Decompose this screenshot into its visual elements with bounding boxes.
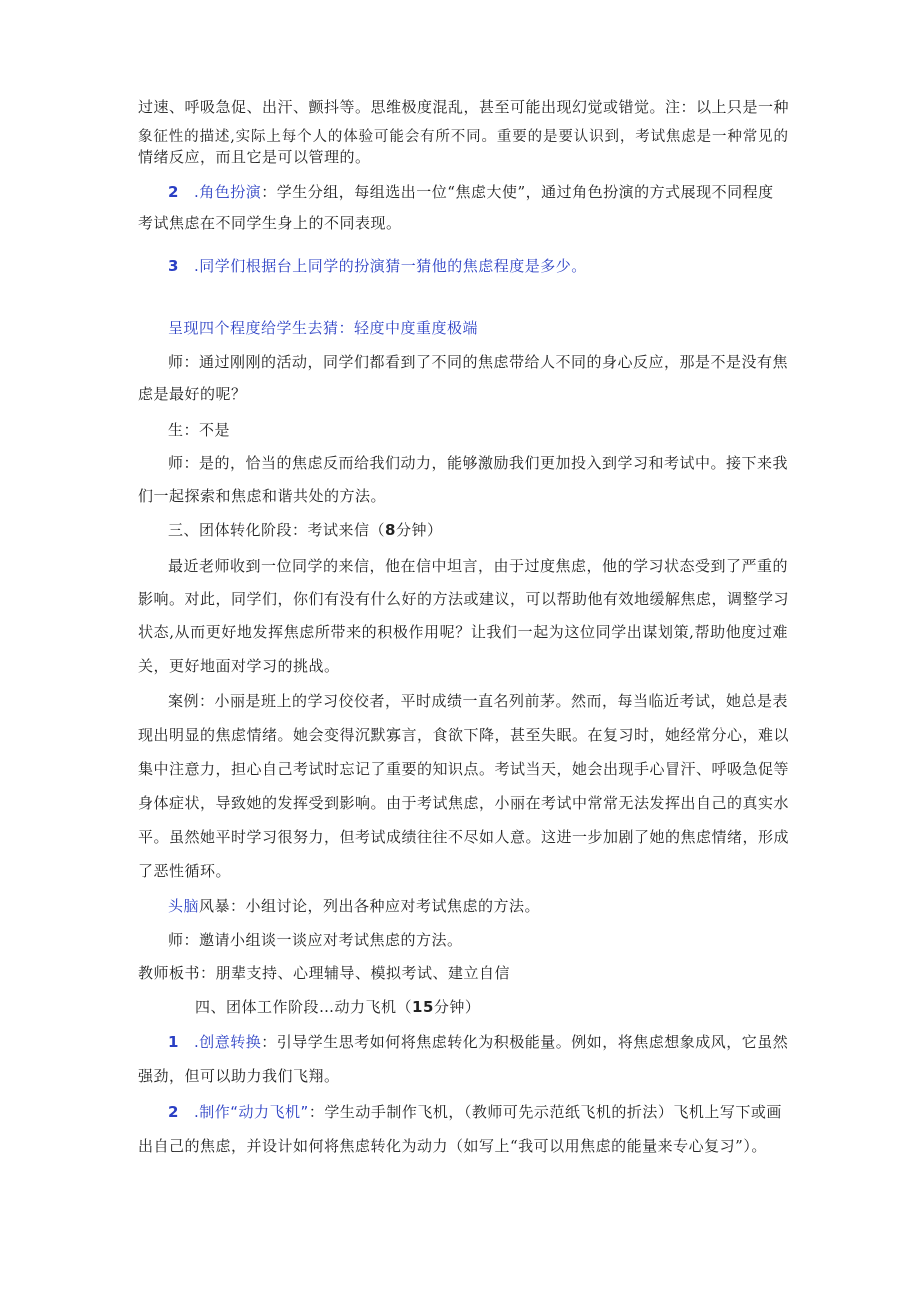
item-number: 2 [168,1103,179,1121]
item-text: ：学生分组，每组选出一位“焦虑大使”，通过角色扮演的方式展现不同程度 [261,183,774,201]
paragraph-line: 虑是最好的呢？ [138,385,247,403]
item-title: .角色扮演 [194,183,262,201]
brainstorm-text: ：小组讨论，列出各种应对考试焦虑的方法。 [230,897,541,915]
paragraph-line: 情绪反应，而且它是可以管理的。 [138,148,371,166]
brainstorm-label-a: 头脑 [168,897,200,915]
paragraph-line: 考试焦虑在不同学生身上的不同表现。 [138,214,402,232]
heading-title: 三、团体转化阶段：考试来信（ [168,521,386,539]
brainstorm-line [168,896,818,916]
paragraph-line: 过速、呼吸急促、出汗、颤抖等。思维极度混乱，甚至可能出现幻觉或错觉。注：以上只是一种 [138,98,790,116]
list-item-guess [168,256,788,276]
student-line: 生：不是 [168,421,231,439]
item-text: ：学生动手制作飞机，（教师可先示范纸飞机的折法）飞机上写下或画 [308,1103,782,1121]
heading-duration: 8 [385,521,396,539]
item-text: .同学们根据台上同学的扮演猜一猜他的焦虑程度是多少。 [194,257,587,275]
paragraph-line: 身体症状，导致她的发挥受到影响。由于考试焦虑，小丽在考试中常常无法发挥出自己的真实水 [138,794,790,812]
paragraph-line: 状态,从而更好地发挥焦虑所带来的积极作用呢？让我们一起为这位同学出谋划策,帮助他度过难 [138,623,788,641]
paragraph-line: 象征性的描述,实际上每个人的体验可能会有所不同。重要的是要认识到，考试焦虑是一种常见的 [138,129,788,145]
teacher-line: 师：邀请小组谈一谈应对考试焦虑的方法。 [168,931,463,949]
paragraph-line: 集中注意力，担心自己考试时忘记了重要的知识点。考试当天，她会出现手心冒汗、呼吸急促等 [138,760,790,778]
paragraph-line: 关，更好地面对学习的挑战。 [138,657,340,675]
item-title: .制作“动力飞机” [194,1103,309,1121]
item-number: 2 [168,183,179,201]
item-title: .创意转换 [194,1033,262,1051]
heading-title: 四、团体工作阶段…动力飞机（ [195,998,413,1016]
heading-unit: 分钟） [395,521,443,539]
paragraph-line: 案例：小丽是班上的学习佼佼者，平时成绩一直名列前茅。然而，每当临近考试，她总是表 [168,692,789,710]
paragraph-line: 们一起探索和焦虑和谐共处的方法。 [138,487,387,505]
board-notes: 教师板书：朋辈支持、心理辅导、模拟考试、建立自信 [138,964,511,982]
paragraph-line: 平。虽然她平时学习很努力，但考试成绩往往不尽如人意。这进一步加剧了她的焦虑情绪，形成 [138,828,790,846]
list-item-creative-transform [168,1032,788,1052]
heading-duration: 15 [412,998,434,1016]
section-heading-4 [195,997,845,1017]
paragraph-line: 了恶性循环。 [138,862,232,880]
paragraph-line: 影响。对此，同学们，你们有没有什么好的方法或建议，可以帮助他有效地缓解焦虑，调整学习 [138,590,790,608]
brainstorm-label-b: 风暴 [199,897,231,915]
teacher-line: 师：是的，恰当的焦虑反而给我们动力，能够激励我们更加投入到学习和考试中。接下来我 [168,454,789,472]
item-text: ：引导学生思考如何将焦虑转化为积极能量。例如，将焦虑想象成风，它虽然 [261,1033,789,1051]
list-item-role-play [168,182,788,202]
paragraph-line: 出自己的焦虑，并设计如何将焦虑转化为动力（如写上“我可以用焦虑的能量来专心复习”）。 [138,1137,767,1155]
paragraph-line: 最近老师收到一位同学的来信，他在信中坦言，由于过度焦虑，他的学习状态受到了严重的 [168,557,789,575]
levels-line: 呈现四个程度给学生去猜：轻度中度重度极端 [168,319,479,337]
item-number: 3 [168,257,179,275]
teacher-line: 师：通过刚刚的活动，同学们都看到了不同的焦虑带给人不同的身心反应，那是不是没有焦 [168,353,789,371]
heading-unit: 分钟） [433,998,481,1016]
section-heading-3 [168,520,818,540]
paragraph-line: 强劲，但可以助力我们飞翔。 [138,1067,340,1085]
paragraph-line: 现出明显的焦虑情绪。她会变得沉默寡言，食欲下降，甚至失眠。在复习时，她经常分心，难以 [138,726,790,744]
item-number: 1 [168,1033,179,1051]
list-item-make-plane [168,1102,788,1122]
